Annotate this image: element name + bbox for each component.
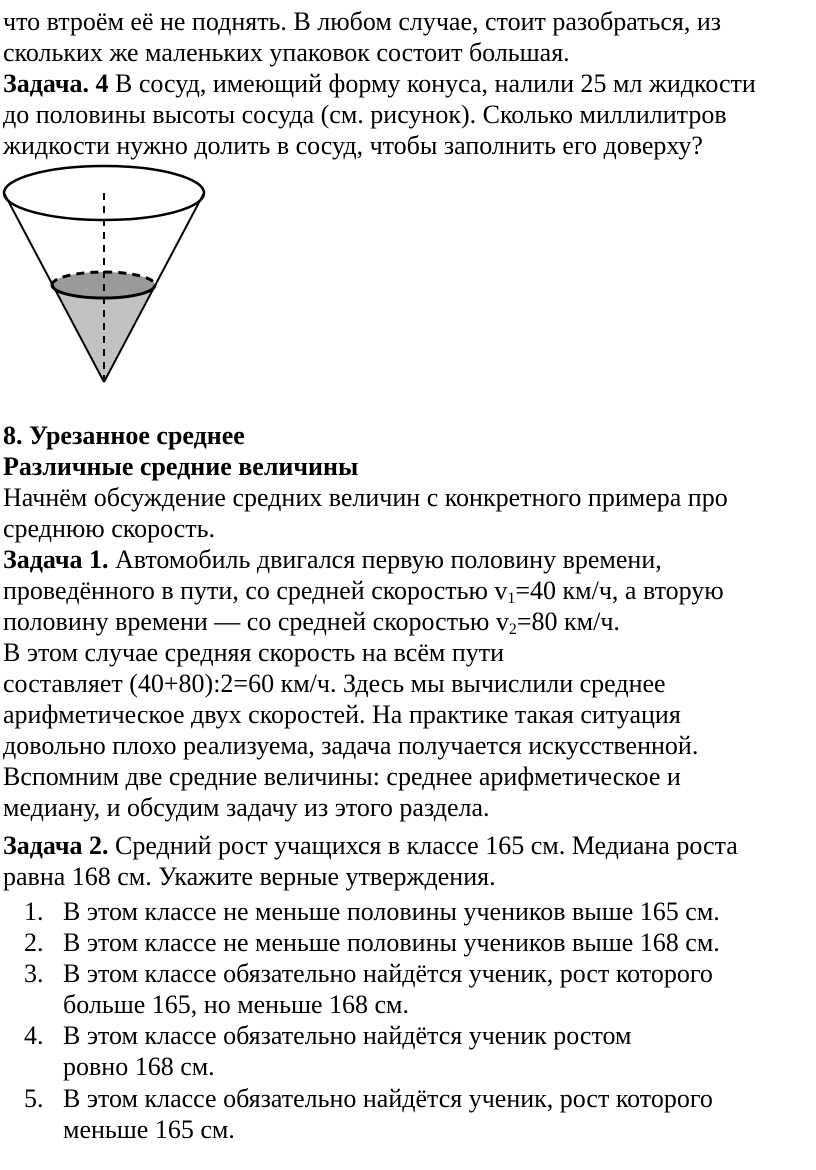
list-item-number: 2. — [24, 928, 44, 957]
list-item-text: В этом классе не меньше половины учеников выше 165 см. — [63, 897, 720, 926]
section-title: 8. Урезанное среднее — [3, 421, 245, 450]
velocity-subscript-2: 2 — [508, 621, 517, 638]
task4-line-1 — [3, 68, 756, 99]
task1-line-3 — [3, 606, 620, 637]
list-item-text-continued: больше 165, но меньше 168 см. — [63, 990, 410, 1019]
task1-text-2a: проведённого в пути, со средней скоростью v — [3, 576, 508, 605]
cone-with-liquid-figure — [0, 163, 210, 387]
section-paragraph-line-1: Начнём обсуждение средних величин с конкретного примера про — [3, 483, 728, 512]
task4-line-2: до половины высоты сосуда (см. рисунок). Сколько миллилитров — [3, 100, 727, 129]
task1-line-4: В этом случае средняя скорость на всём пути — [3, 638, 505, 667]
task1-line-5: составляет (40+80):2=60 км/ч. Здесь мы вычислили среднее — [3, 669, 666, 698]
list-item-number: 1. — [24, 897, 44, 926]
task4-label: Задача. 4 — [3, 69, 109, 98]
task1-line-9: медиану, и обсудим задачу из этого раздела. — [3, 793, 490, 822]
task2-text-1: Средний рост учащихся в классе 165 см. Медиана роста — [108, 831, 738, 860]
task1-line-2 — [3, 575, 724, 606]
list-item-number: 5. — [24, 1084, 44, 1113]
list-item-number: 4. — [24, 1021, 44, 1050]
section-paragraph-line-2: среднюю скорость. — [3, 514, 215, 543]
task1-label: Задача 1. — [3, 545, 109, 574]
task1-line-6: арифметическое двух скоростей. На практике такая ситуация — [3, 700, 681, 729]
intro-line-1: что втроём её не поднять. В любом случае, стоит разобраться, из — [3, 7, 722, 36]
task1-text-3a: половину времени — со средней скоростью v — [3, 607, 509, 636]
task2-label: Задача 2. — [3, 831, 109, 860]
list-item-text-continued: меньше 165 см. — [63, 1115, 235, 1144]
task1-text-3b: =80 км/ч. — [516, 607, 620, 636]
list-item-number: 3. — [24, 959, 44, 988]
list-item-text: В этом классе обязательно найдётся ученик, рост которого — [63, 959, 713, 988]
section-subtitle: Различные средние величины — [3, 452, 359, 481]
task1-line-8: Вспомним две средние величины: среднее арифметическое и — [3, 762, 681, 791]
list-item-text: В этом классе обязательно найдётся ученик, рост которого — [63, 1084, 713, 1113]
task4-line-3: жидкости нужно долить в сосуд, чтобы заполнить его доверху? — [3, 131, 703, 160]
list-item-text: В этом классе не меньше половины учеников выше 168 см. — [63, 928, 720, 957]
list-item-text: В этом классе обязательно найдётся ученик ростом — [63, 1021, 632, 1050]
velocity-subscript-1: 1 — [507, 590, 516, 607]
task2-line-2: равна 168 см. Укажите верные утверждения. — [3, 862, 496, 891]
task1-line-1 — [3, 544, 662, 575]
intro-line-2: скольких же маленьких упаковок состоит большая. — [3, 38, 570, 67]
list-item-text-continued: ровно 168 см. — [63, 1052, 215, 1081]
task1-text-2b: =40 км/ч, а вторую — [515, 576, 724, 605]
task1-text-1: Автомобиль двигался первую половину времени, — [108, 545, 662, 574]
task1-line-7: довольно плохо реализуема, задача получается искусственной. — [3, 731, 699, 760]
task4-text-1: В сосуд, имеющий форму конуса, налили 25 мл жидкости — [108, 69, 756, 98]
task2-line-1 — [3, 830, 738, 861]
